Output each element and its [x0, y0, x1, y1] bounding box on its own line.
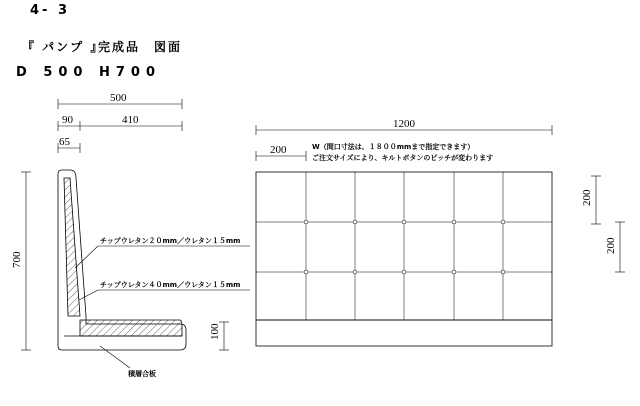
sofa-side-profile — [58, 170, 186, 350]
height-total-label: 700 — [11, 251, 23, 268]
seat-depth-label: 410 — [122, 114, 139, 126]
model-number: 4- 3 — [30, 3, 71, 18]
base-height-label: 100 — [209, 323, 221, 340]
width-note-1: W（間口寸法は、１８００mmまで指定できます） — [312, 143, 475, 151]
document-title: 完成品 図面 — [98, 40, 183, 54]
back-top-label: 65 — [59, 136, 70, 148]
width-total-label: 1200 — [393, 118, 415, 130]
quilt-buttons — [304, 220, 505, 274]
button-spacing-v2-label: 200 — [605, 237, 617, 254]
base-material-label: 積層合板 — [128, 370, 156, 378]
quilt-grid — [256, 172, 552, 320]
button-spacing-v-dimension — [591, 176, 625, 272]
width-note-2: ご注文サイズにより、キルトボタンのピッチが変わります — [312, 154, 494, 162]
depth-total-label: 500 — [110, 92, 127, 104]
depth-dimension — [58, 99, 182, 153]
product-name: 『 パンプ 』 — [22, 40, 105, 54]
back-depth-label: 90 — [62, 114, 73, 126]
seat-material-label: チップウレタン４０mm／ウレタン１５mm — [100, 281, 241, 289]
size-spec: D 500 H700 — [16, 65, 161, 80]
button-spacing-v1-label: 200 — [581, 189, 593, 206]
button-spacing-h-label: 200 — [270, 144, 287, 156]
back-material-label: チップウレタン２０mm／ウレタン１５mm — [100, 237, 241, 245]
